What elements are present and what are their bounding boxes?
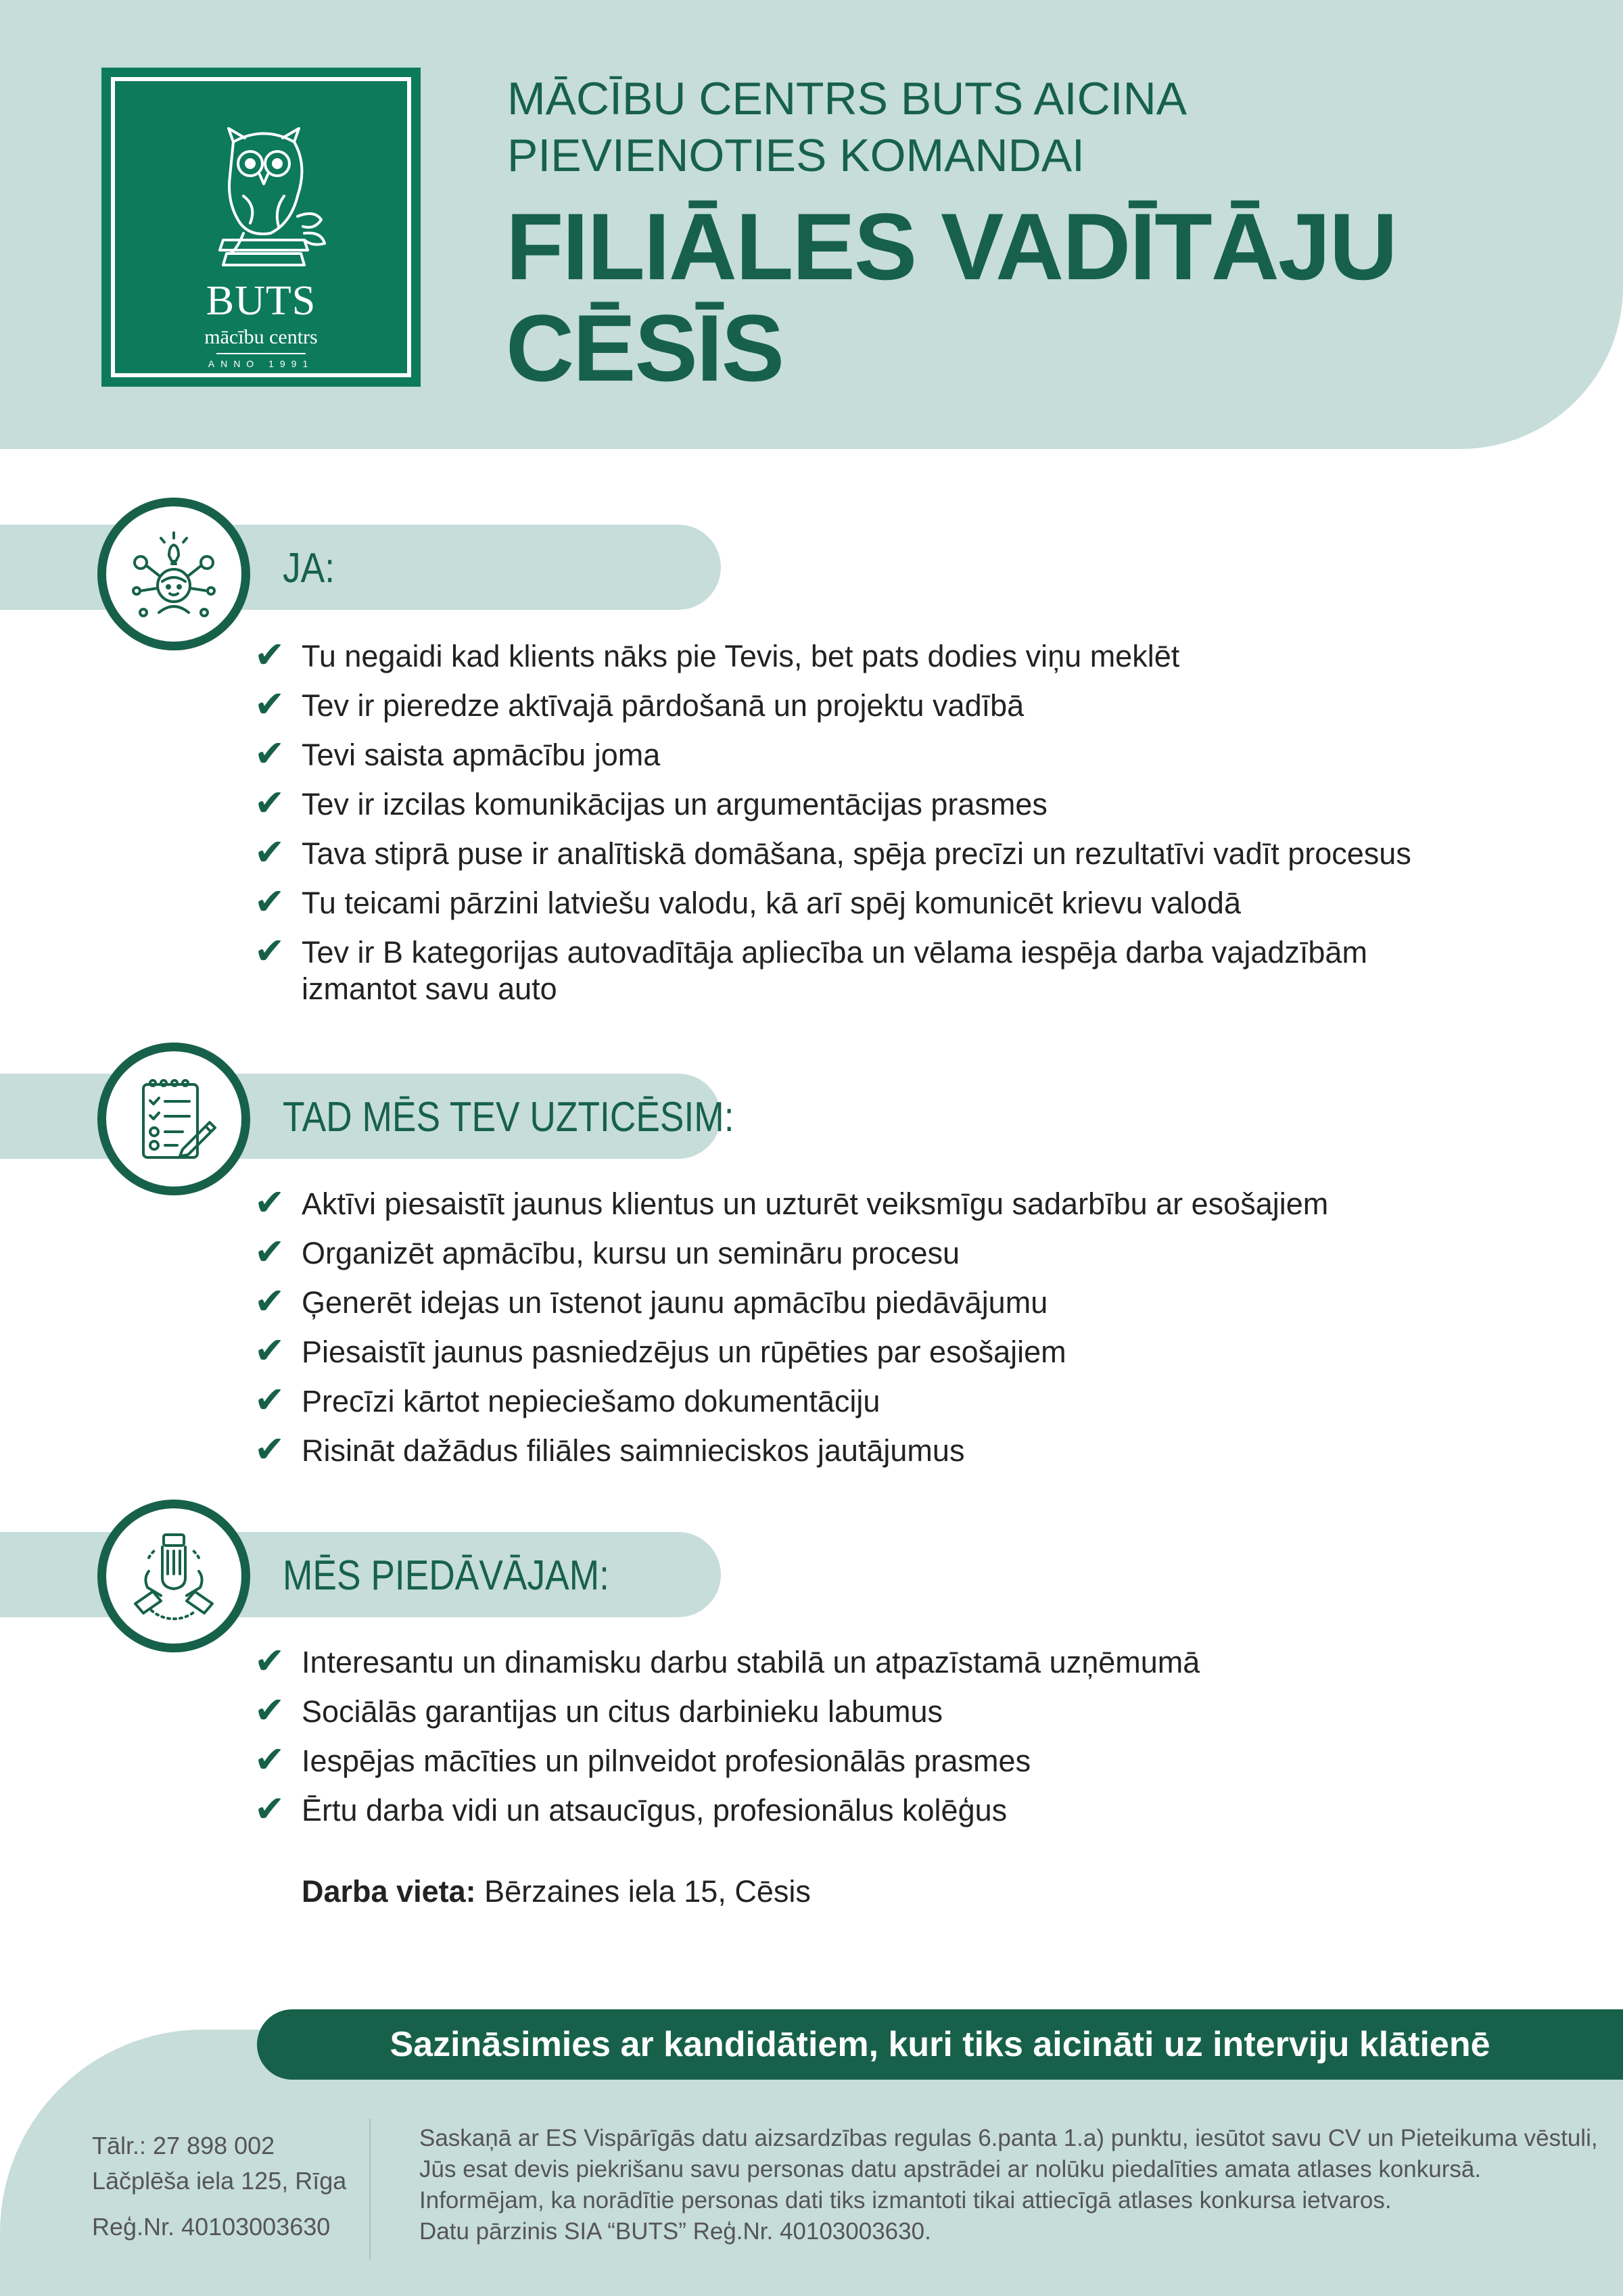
list-item: ✔ Tu teicami pārzini latviešu valodu, kā arī spēj komunicēt krievu valodā — [254, 880, 1241, 923]
duties-icon-circle — [97, 1043, 250, 1195]
list-item: ✔ Tevi saista apmācību joma — [254, 732, 661, 775]
requirements-list — [254, 633, 1539, 1020]
job-title-line-1: FILIĀLES VADĪTĀJU — [506, 193, 1396, 300]
list-item: ✔ Tev ir B kategorijas autovadītāja apliecība un vēlama iespēja darba vajadzībām izmantot savu auto — [254, 930, 1367, 1006]
list-item: ✔ Tu negaidi kad klients nāks pie Tevis, bet pats dodies viņu meklēt — [254, 633, 1180, 676]
job-title — [506, 193, 1520, 401]
checklist-icon — [128, 1074, 219, 1164]
duties-title: TAD MĒS TEV UZTICĒSIM: — [283, 1094, 734, 1141]
workplace — [302, 1874, 811, 1909]
cta-banner: Sazināsimies ar kandidātiem, kuri tiks aicināti uz interviju klātienē — [257, 2009, 1623, 2080]
owl-icon — [196, 115, 331, 291]
checkmark-icon: ✔ — [254, 1230, 285, 1273]
checkmark-icon: ✔ — [254, 930, 285, 972]
checkmark-icon: ✔ — [254, 1788, 285, 1830]
checkmark-icon: ✔ — [254, 633, 285, 676]
registration-number: Reģ.Nr. 40103003630 — [92, 2213, 331, 2241]
gdpr-line-2: Jūs esat devis piekrišanu savu personas datu apstrādei ar nolūku piedalīties amata atlases konkursā. — [419, 2156, 1482, 2182]
list-item: ✔ Tev ir pieredze aktīvajā pārdošanā un projektu vadībā — [254, 683, 1025, 725]
checkmark-icon: ✔ — [254, 1379, 285, 1421]
requirements-title: JA: — [283, 545, 335, 592]
checkmark-icon: ✔ — [254, 683, 285, 725]
buts-logo — [101, 68, 421, 387]
list-item: ✔ Tava stiprā puse ir analītiskā domāšana, spēja precīzi un rezultatīvi vadīt procesus — [254, 831, 1411, 874]
intro-text — [507, 70, 1522, 184]
workplace-address: Bērzaines iela 15, Cēsis — [475, 1874, 811, 1909]
checkmark-icon: ✔ — [254, 1181, 285, 1224]
checkmark-icon: ✔ — [254, 1329, 285, 1372]
job-title-line-2: CĒSĪS — [506, 295, 784, 401]
duties-list — [254, 1181, 1539, 1482]
offer-title: MĒS PIEDĀVĀJAM: — [283, 1552, 609, 1599]
list-item: ✔ Organizēt apmācību, kursu un semināru procesu — [254, 1230, 960, 1273]
list-item: ✔ Sociālās garantijas un citus darbinieku labumus — [254, 1689, 943, 1731]
gdpr-line-1: Saskaņā ar ES Vispārīgās datu aizsardzības regulas 6.panta 1.a) punktu, iesūtot savu CV un Pieteikuma vēstuli, — [419, 2125, 1598, 2151]
person-idea-network-icon — [128, 529, 219, 619]
list-item: ✔ Interesantu un dinamisku darbu stabilā un atpazīstamā uzņēmumā — [254, 1640, 1200, 1682]
intro-line-2: PIEVIENOTIES KOMANDAI — [507, 130, 1085, 181]
footer-divider — [369, 2119, 371, 2259]
offer-icon-circle — [97, 1500, 250, 1652]
intro-line-1: MĀCĪBU CENTRS BUTS AICINA — [507, 73, 1187, 124]
handshake-icon — [128, 1531, 219, 1621]
checkmark-icon: ✔ — [254, 880, 285, 923]
logo-year: ANNO 1991 — [208, 358, 314, 369]
phone-text: Tālr.: 27 898 002 — [92, 2132, 275, 2159]
address-text: Lāčplēša iela 125, Rīga — [92, 2167, 347, 2195]
checkmark-icon: ✔ — [254, 782, 285, 824]
requirements-icon-circle — [97, 498, 250, 650]
checkmark-icon: ✔ — [254, 1689, 285, 1731]
workplace-label: Darba vieta: — [302, 1874, 476, 1909]
list-item: ✔ Iespējas mācīties un pilnveidot profesionālās prasmes — [254, 1738, 1031, 1781]
list-item: ✔ Ģenerēt idejas un īstenot jaunu apmācību piedāvājumu — [254, 1280, 1048, 1322]
list-item: ✔ Tev ir izcilas komunikācijas un argumentācijas prasmes — [254, 782, 1048, 824]
checkmark-icon: ✔ — [254, 1280, 285, 1322]
checkmark-icon: ✔ — [254, 1640, 285, 1682]
gdpr-notice — [419, 2123, 1609, 2247]
logo-wordmark: BUTS — [206, 278, 316, 324]
offer-list — [254, 1640, 1539, 1842]
logo-underline — [216, 353, 306, 354]
list-item: ✔ Aktīvi piesaistīt jaunus klientus un uzturēt veiksmīgu sadarbību ar esošajiem — [254, 1181, 1329, 1224]
gdpr-line-3: Informējam, ka norādītie personas dati tiks izmantoti tikai attiecīgā atlases konkursa ietvaros. — [419, 2187, 1392, 2214]
contact-info — [92, 2128, 346, 2245]
gdpr-line-4: Datu pārzinis SIA “BUTS” Reģ.Nr. 40103003630. — [419, 2218, 931, 2245]
list-item: ✔ Risināt dažādus filiāles saimnieciskos jautājumus — [254, 1428, 965, 1470]
checkmark-icon: ✔ — [254, 732, 285, 775]
checkmark-icon: ✔ — [254, 1428, 285, 1470]
checkmark-icon: ✔ — [254, 831, 285, 874]
logo-frame — [111, 77, 411, 377]
logo-subtitle: mācību centrs — [204, 326, 318, 348]
list-item: ✔ Piesaistīt jaunus pasniedzējus un rūpēties par esošajiem — [254, 1329, 1066, 1372]
list-item: ✔ Precīzi kārtot nepieciešamo dokumentāciju — [254, 1379, 880, 1421]
list-item: ✔ Ērtu darba vidi un atsaucīgus, profesionālus kolēģus — [254, 1788, 1008, 1830]
checkmark-icon: ✔ — [254, 1738, 285, 1781]
